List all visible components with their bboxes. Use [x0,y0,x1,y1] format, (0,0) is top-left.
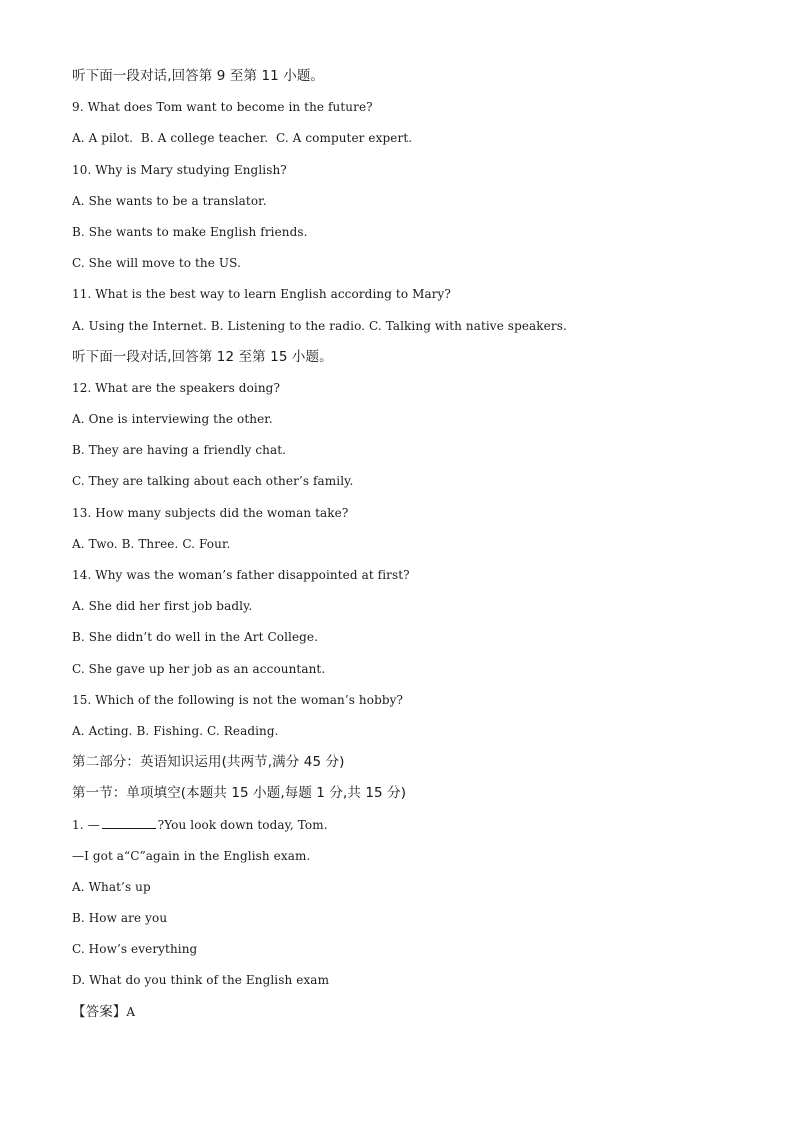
question-10-option-a: A. She wants to be a translator. [72,193,267,208]
question-14-option-c: C. She gave up her job as an accountant. [72,661,326,676]
answer-line [72,1002,722,1033]
section-one-heading: 第一节：单项填空(本题共 15 小题,每题 1 分,共 15 分) [72,785,407,802]
question-13: 13. How many subjects did the woman take? [72,505,349,520]
mcq-1-suffix: ?You look down today, Tom. [157,817,328,832]
question-12-option-c: C. They are talking about each other’s family. [72,474,354,489]
mcq-1-option-d: D. What do you think of the English exam [72,973,330,988]
question-9-options: A. A pilot. B. A college teacher. C. A computer expert. [72,131,413,146]
mcq-1-response: —I got a“C”again in the English exam. [72,848,311,863]
section-instruction-q9-11: 听下面一段对话,回答第 9 至第 11 小题。 [72,68,325,84]
document-page [72,66,722,1033]
question-15-options: A. Acting. B. Fishing. C. Reading. [72,723,279,738]
mcq-1-prefix: 1. — [72,817,100,832]
question-11-options: A. Using the Internet. B. Listening to the radio. C. Talking with native speakers. [72,318,567,333]
answer-blank [102,815,156,829]
mcq-1-option-a: A. What’s up [72,879,151,894]
mcq-1-option-b: B. How are you [72,911,168,926]
question-14: 14. Why was the woman’s father disappointed at first? [72,568,410,582]
question-9: 9. What does Tom want to become in the future? [72,100,373,115]
question-10-option-b: B. She wants to make English friends. [72,224,308,239]
answer-value: A [126,1004,136,1019]
question-10: 10. Why is Mary studying English? [72,162,287,177]
question-14-option-a: A. She did her first job badly. [72,599,253,614]
question-10-option-c: C. She will move to the US. [72,256,241,271]
question-12-option-b: B. They are having a friendly chat. [72,443,287,458]
part-two-heading: 第二部分：英语知识运用(共两节,满分 45 分) [72,754,345,771]
question-11: 11. What is the best way to learn English according to Mary? [72,287,451,302]
mcq-1-prompt [72,815,722,846]
question-15: 15. Which of the following is not the woman’s hobby? [72,692,404,707]
question-12-option-a: A. One is interviewing the other. [72,412,273,427]
question-13-options: A. Two. B. Three. C. Four. [72,536,231,551]
mcq-1-option-c: C. How’s everything [72,942,198,957]
section-instruction-q12-15: 听下面一段对话,回答第 12 至第 15 小题。 [72,348,333,365]
question-12: 12. What are the speakers doing? [72,380,280,395]
question-14-option-b: B. She didn’t do well in the Art College. [72,630,319,645]
answer-tag: 【答案】 [72,1003,127,1020]
